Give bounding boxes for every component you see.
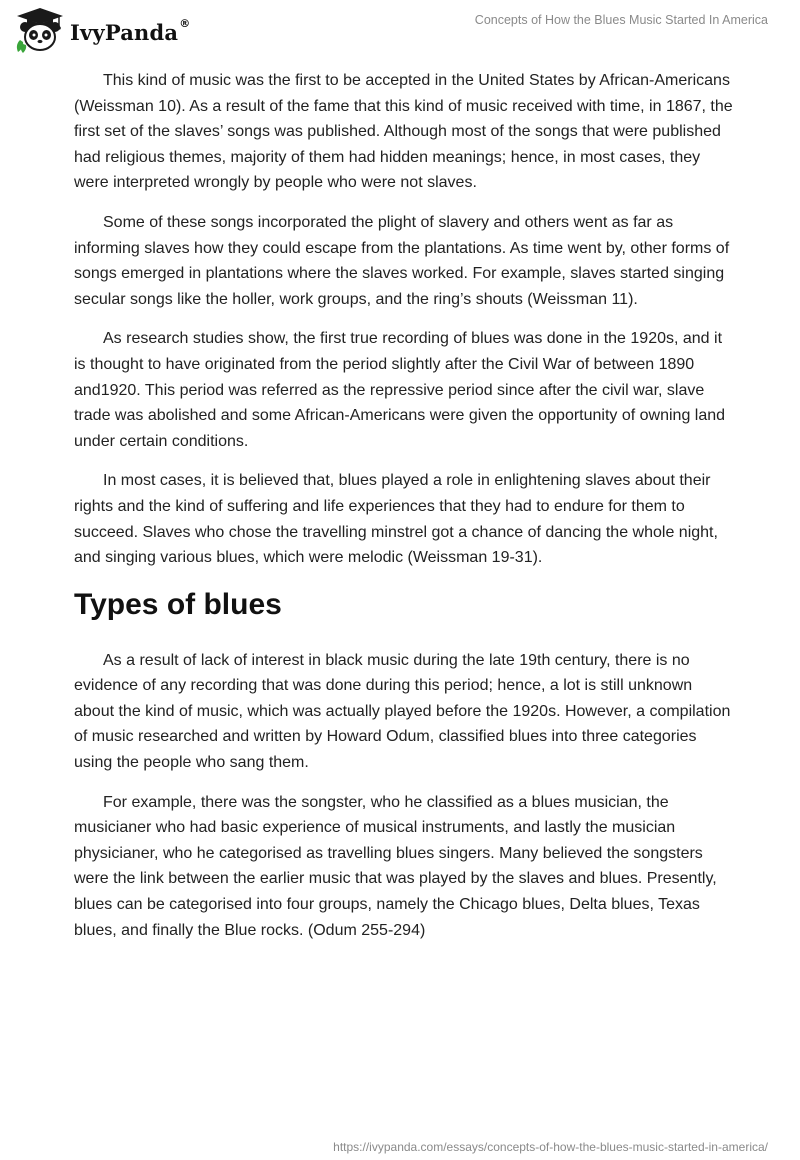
document-title: Concepts of How the Blues Music Started In America — [474, 13, 768, 27]
paragraph: In most cases, it is believed that, blues played a role in enlightening slaves about their rights and the kind of suffering and life experiences that they had to endure for them to succeed. Slaves who chose the travelling minstrel got a chance of dancing the whole night, and singing various blues, which were melodic (Weissman 19-31). — [74, 472, 718, 567]
article-body — [74, 68, 734, 957]
paragraph: Some of these songs incorporated the plight of slavery and others went as far as informing slaves how they could escape from the plantations. As time went by, other forms of songs emerged in plantations where the slaves worked. For example, slaves started singing secular songs like the holler, work groups, and the ring’s shouts (Weissman 11). — [74, 213, 730, 308]
logo-wordmark — [70, 16, 191, 45]
paragraph: As a result of lack of interest in black music during the late 19th century, there is no evidence of any recording that was done during this period; hence, a lot is still unknown about the kind of music, which was actually played before the 1920s. However, a compilation of music researched and written by Howard Odum, classified blues into three categories using the people who sang them. — [74, 651, 731, 772]
source-url[interactable]: https://ivypanda.com/essays/concepts-of-how-the-blues-music-started-in-america/ — [333, 1140, 768, 1154]
panda-graduate-icon — [14, 7, 66, 53]
ivypanda-logo[interactable] — [14, 7, 190, 53]
paragraph: For example, there was the songster, who he classified as a blues musician, the musicianer who had basic experience of musical instruments, and lastly the musician physicianer, who he categorised as travelling blues singers. Many believed the songsters were the link between the earlier music that was played by the slaves and blues. Presently, blues can be categorised into four groups, namely the Chicago blues, Delta blues, Texas blues, and finally the Blue rocks. (Odum 255-294) — [74, 793, 717, 939]
section-heading: Types of blues — [74, 587, 282, 621]
logo-wordmark-text: IvyPanda — [70, 19, 179, 45]
registered-mark: ® — [179, 16, 191, 30]
paragraph: This kind of music was the first to be accepted in the United States by African-Americans (Weissman 10). As a result of the fame that this kind of music received with time, in 1867, the first set of the slaves’ songs was published. Although most of the songs that were published had religious themes, majority of them had hidden meanings; hence, in most cases, they were interpreted wrongly by people who were not slaves. — [74, 72, 733, 192]
page-header — [0, 0, 800, 60]
paragraph: As research studies show, the first true recording of blues was done in the 1920s, and it is thought to have originated from the period slightly after the Civil War of between 1890 and1920. This period was referred as the repressive period since after the civil war, slave trade was abolished and some African-Americans were given the opportunity of owning land under certain conditions. — [74, 330, 726, 450]
